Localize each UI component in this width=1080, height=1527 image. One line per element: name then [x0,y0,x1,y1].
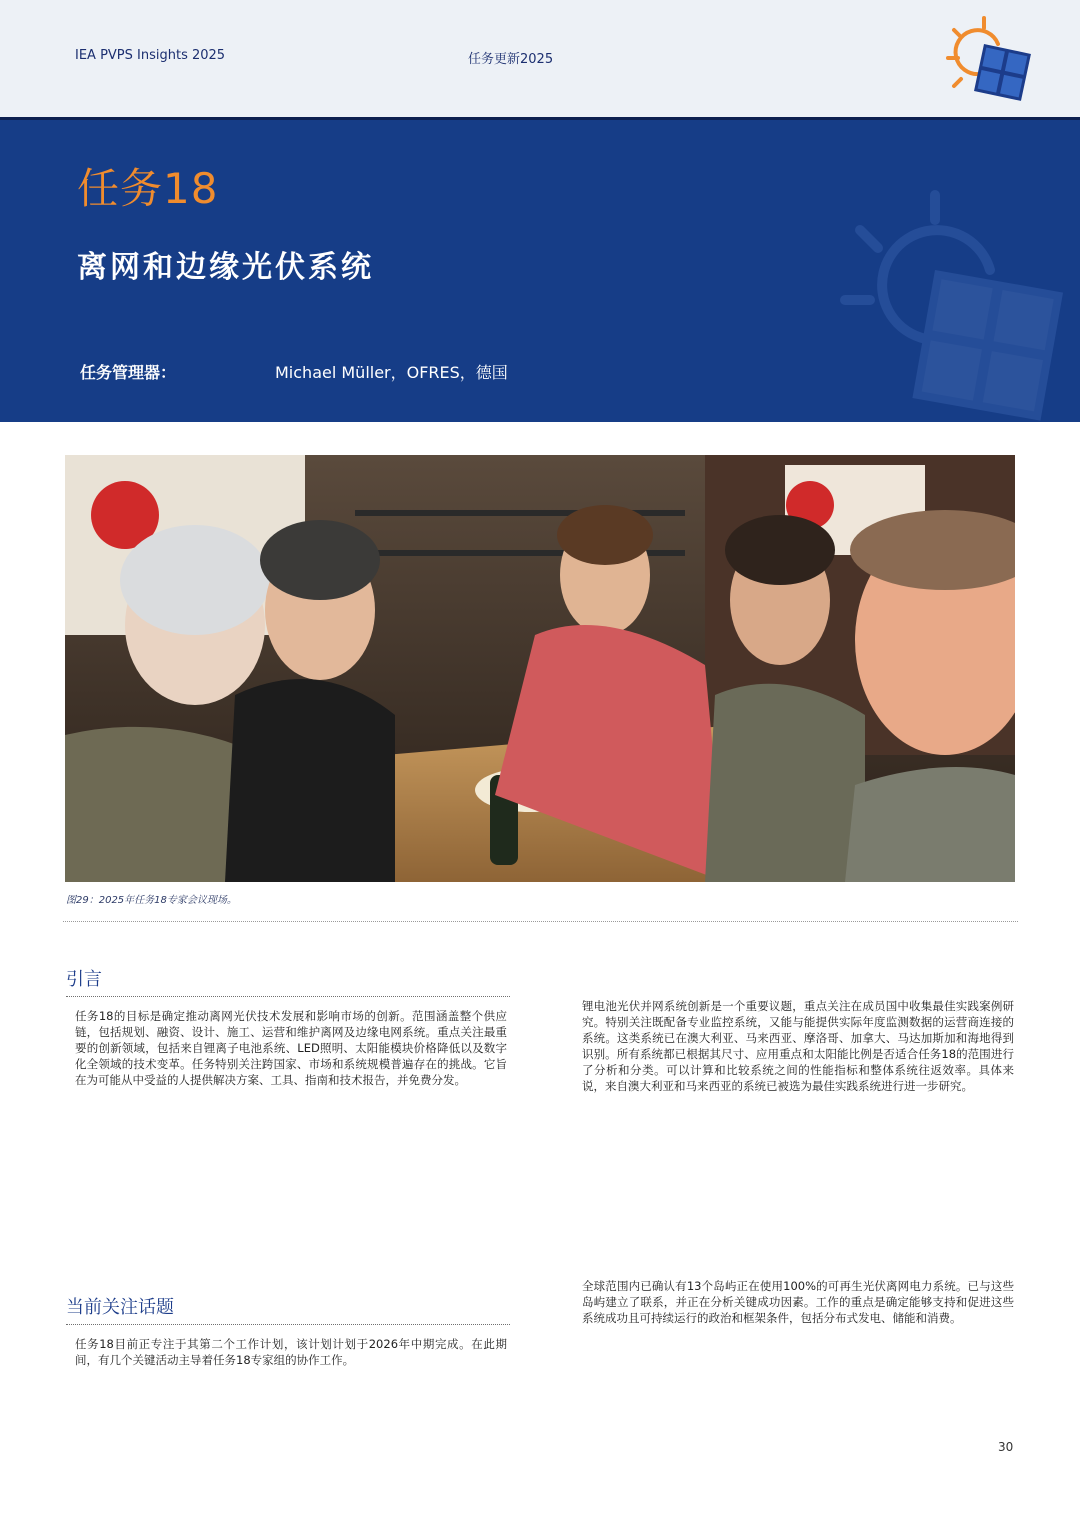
sun-solar-panel-logo-icon [940,14,1040,104]
intro-heading-rule [66,996,510,997]
current-topics-heading: 当前关注话题 [66,1297,174,1318]
header-section-title: 任务更新2025 [468,52,554,67]
figure-caption: 图29：2025年任务18专家会议现场。 [66,895,237,906]
task-number-title: 任务18 [77,164,219,213]
expert-meeting-photo [65,455,1015,882]
task-manager-label: 任务管理器： [80,363,177,382]
page-number: 30 [998,1440,1014,1454]
header-publication-title: IEA PVPS Insights 2025 [75,48,226,63]
meeting-photo-illustration [65,455,1015,882]
page-header [0,0,1080,117]
section-divider [63,921,1018,922]
task-subtitle: 离网和边缘光伏系统 [77,250,374,285]
intro-paragraph: 任务18的目标是确定推动离网光伏技术发展和影响市场的创新。范围涵盖整个供应链，包括规划、融资、设计、施工、运营和维护离网及边缘电网系统。重点关注最重要的创新领域，包括来自锂离子电池系统、LED照明、太阳能模块价格降低以及数字化全领域的技术变革。任务特别关注跨国家、市场和系统规模普遍存在的挑战。它旨在为可能从中受益的人提供解决方案、工具、指南和技术报告，并免费分发。 [75,1009,507,1087]
task-banner [0,117,1080,422]
sun-panel-watermark-icon [840,190,1080,422]
task-manager-value: Michael Müller，OFRES，德国 [275,363,508,382]
lithium-battery-paragraph: 锂电池光伏并网系统创新是一个重要议题，重点关注在成员国中收集最佳实践案例研究。特别关注既配备专业监控系统，又能与能提供实际年度监测数据的运营商连接的系统。这类系统已在澳大利亚、马来西亚、摩洛哥、加拿大、马达加斯加和海地得到识别。所有系统都已根据其尺寸、应用重点和太阳能比例是否适合任务18的范围进行了分析和分类。可以计算和比较系统之间的性能指标和整体系统往返效率。具体来说，来自澳大利亚和马来西亚的系统已被选为最佳实践系统进行进一步研究。 [582,999,1014,1093]
intro-heading: 引言 [66,969,102,990]
current-topics-paragraph: 任务18目前正专注于其第二个工作计划，该计划计划于2026年中期完成。在此期间，有几个关键活动主导着任务18专家组的协作工作。 [75,1337,507,1367]
island-systems-paragraph: 全球范围内已确认有13个岛屿正在使用100%的可再生光伏离网电力系统。已与这些岛屿建立了联系，并正在分析关键成功因素。工作的重点是确定能够支持和促进这些系统成功且可持续运行的政治和框架条件，包括分布式发电、储能和消费。 [582,1279,1014,1325]
current-topics-heading-rule [66,1324,510,1325]
